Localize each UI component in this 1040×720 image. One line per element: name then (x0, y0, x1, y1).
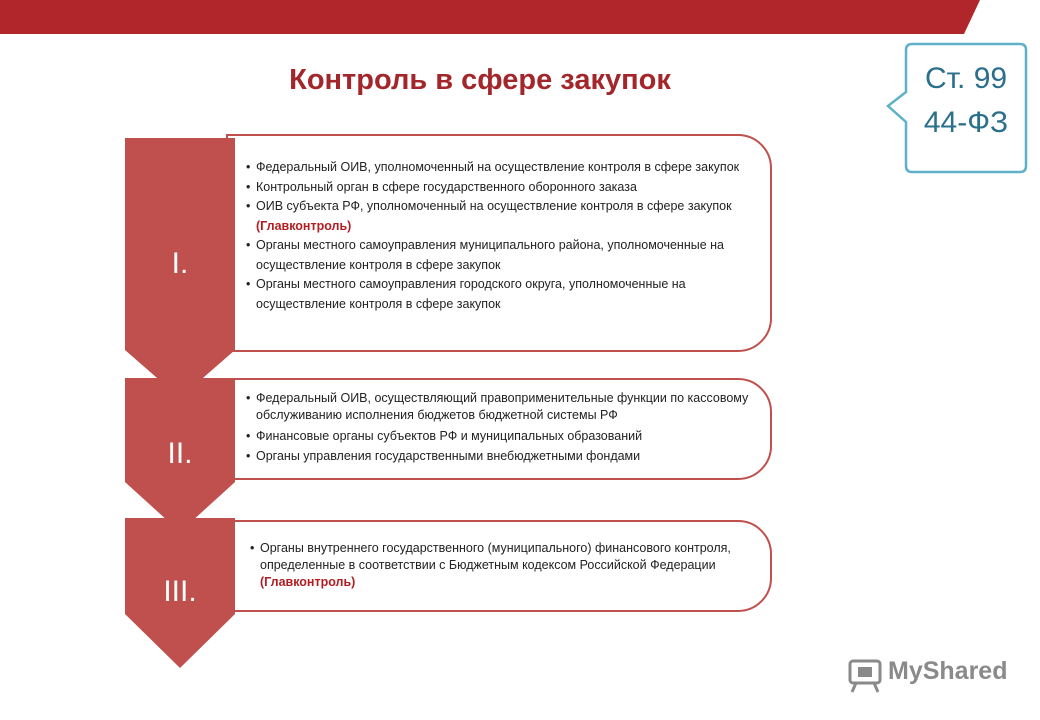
glavkontrol-highlight: (Главконтроль) (256, 218, 352, 233)
level-2-item: • Финансовые органы субъектов РФ и муниципальных образований (244, 427, 760, 447)
level-1-item: • Органы местного самоуправления городского округа, уполномоченные на осуществление контроля в сфере закупок (244, 275, 746, 314)
callout-article: Ст. 99 (924, 62, 1008, 95)
level-2-item: • Федеральный ОИВ, осуществляющий правоприменительные функции по кассовому обслуживанию исполнения бюджетов бюджетной системы РФ (244, 390, 760, 424)
page-title: Контроль в сфере закупок (289, 64, 671, 96)
level-3-item: • Органы внутреннего государственного (муниципального) финансового контроля, определенные в соответствии с Бюджетным кодексом Российской Федерации (Главконтроль) (248, 540, 746, 591)
level-2-label: II. (167, 437, 193, 470)
callout-law: 44-ФЗ (923, 106, 1009, 139)
level-1-label: I. (171, 247, 189, 280)
level-1-item: • Органы местного самоуправления муниципального района, уполномоченные на осуществление контроля в сфере закупок (244, 236, 746, 275)
glavkontrol-highlight: (Главконтроль) (260, 575, 356, 589)
watermark-text: MyShared (888, 657, 1008, 685)
level-1-item: • Контрольный орган в сфере государственного оборонного заказа (244, 178, 746, 198)
level-3-label: III. (163, 575, 197, 608)
level-2-item: • Органы управления государственными внебюджетными фондами (244, 447, 760, 467)
level-1-item: • ОИВ субъекта РФ, уполномоченный на осуществление контроля в сфере закупок (Главконтроль) (244, 197, 746, 236)
level-1-item: • Федеральный ОИВ, уполномоченный на осуществление контроля в сфере закупок (244, 158, 746, 178)
